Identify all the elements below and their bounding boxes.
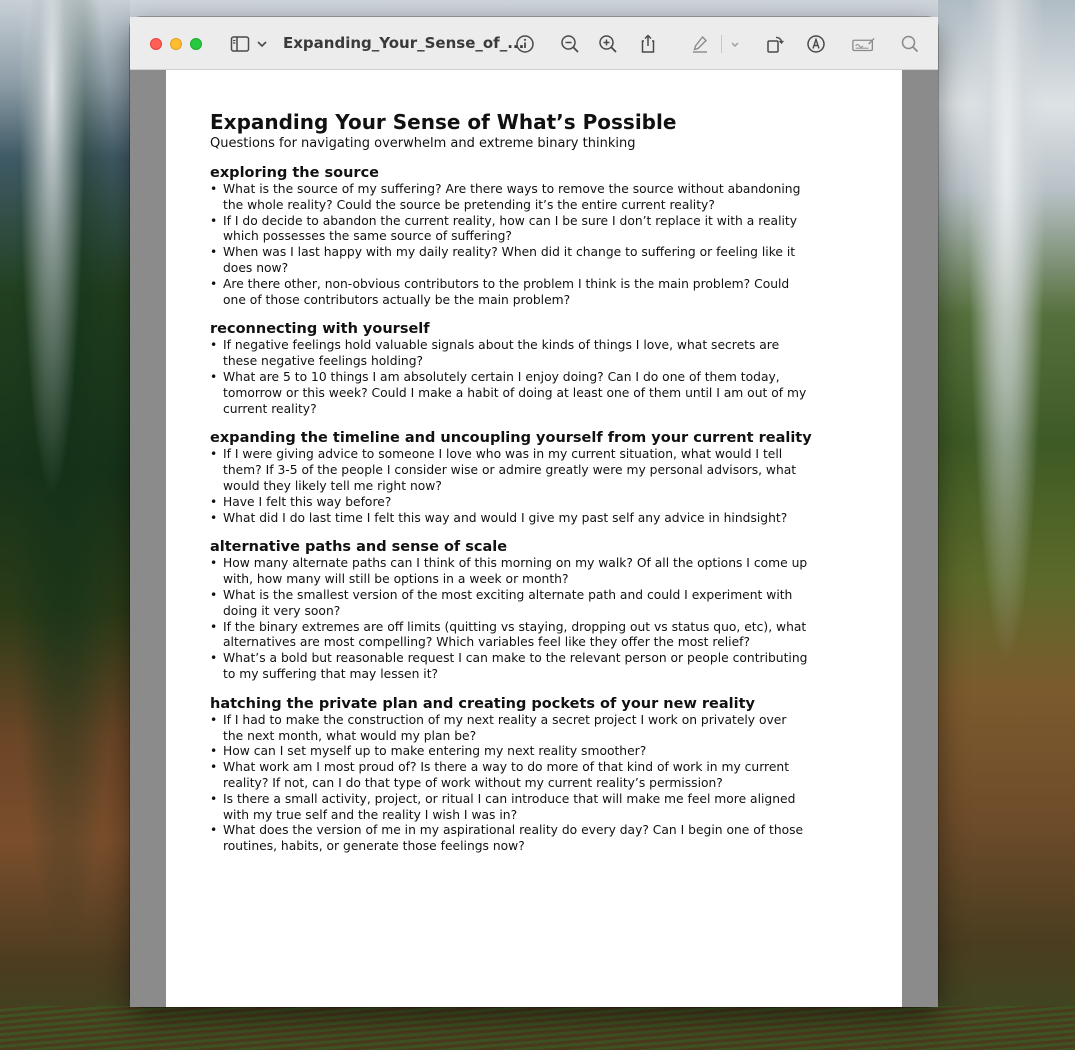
list-item: • If I do decide to abandon the current reality, how can I be sure I don’t replace it with a reality which possesses the same source of suffering? bbox=[210, 214, 810, 246]
signature-icon[interactable] bbox=[850, 32, 878, 56]
list-item: • Is there a small activity, project, or ritual I can introduce that will make me feel more aligned with my true self and the reality I wish I was in? bbox=[210, 792, 810, 824]
page-title: Expanding Your Sense of What’s Possible bbox=[210, 110, 677, 134]
document-title: Expanding_Your_Sense_of_... bbox=[283, 34, 525, 52]
list-item: • What is the smallest version of the most exciting alternate path and could I experiment with doing it very soon? bbox=[210, 588, 810, 620]
close-window-button[interactable] bbox=[150, 38, 162, 50]
minimize-window-button[interactable] bbox=[170, 38, 182, 50]
preview-window bbox=[130, 17, 938, 1007]
desktop-wallpaper-bottom bbox=[0, 1006, 1075, 1050]
question-sections bbox=[210, 164, 858, 855]
fullscreen-window-button[interactable] bbox=[190, 38, 202, 50]
list-item: • What’s a bold but reasonable request I can make to the relevant person or people contributing to my suffering that may lessen it? bbox=[210, 651, 810, 683]
list-item: • If the binary extremes are off limits (quitting vs staying, dropping out vs status quo, etc), what alternatives are most compelling? Which variables feel like they offer the most relief? bbox=[210, 620, 810, 652]
list-item: • If I were giving advice to someone I love who was in my current situation, what would I tell them? If 3-5 of the people I consider wise or admire greatly were my personal advisors, what would they likely tell me right now? bbox=[210, 447, 810, 494]
section-title: expanding the timeline and uncoupling yourself from your current reality bbox=[210, 430, 812, 447]
section bbox=[210, 538, 858, 682]
section bbox=[210, 429, 858, 526]
window-toolbar bbox=[130, 17, 938, 70]
sidebar-icon[interactable] bbox=[228, 32, 252, 56]
chevron-down-icon[interactable] bbox=[251, 32, 273, 56]
rotate-icon[interactable] bbox=[763, 32, 787, 56]
list-item: • How can I set myself up to make entering my next reality smoother? bbox=[210, 744, 810, 760]
search-icon[interactable] bbox=[898, 32, 922, 56]
page-subtitle: Questions for navigating overwhelm and extreme binary thinking bbox=[210, 136, 636, 151]
section-title: hatching the private plan and creating pockets of your new reality bbox=[210, 695, 756, 712]
document-viewport[interactable] bbox=[130, 70, 938, 1007]
list-item: • What did I do last time I felt this way and would I give my past self any advice in hindsight? bbox=[210, 511, 810, 527]
highlight-pen-icon[interactable] bbox=[688, 32, 712, 56]
zoom-out-icon[interactable] bbox=[558, 32, 582, 56]
question-list bbox=[210, 447, 858, 526]
section-title: exploring the source bbox=[210, 165, 380, 181]
list-item: • If I had to make the construction of my next reality a secret project I work on privately over the next month, what would my plan be? bbox=[210, 713, 810, 745]
question-list bbox=[210, 713, 858, 855]
question-list bbox=[210, 556, 858, 682]
section bbox=[210, 695, 858, 855]
list-item: • What does the version of me in my aspirational reality do every day? Can I begin one of those routines, habits, or generate those feelings now? bbox=[210, 823, 810, 855]
list-item: • What is the source of my suffering? Are there ways to remove the source without abandoning the whole reality? Could the source be pretending it’s the entire current reality? bbox=[210, 182, 810, 214]
list-item: • If negative feelings hold valuable signals about the kinds of things I love, what secrets are these negative feelings holding? bbox=[210, 338, 810, 370]
markup-icon[interactable] bbox=[804, 32, 828, 56]
info-icon[interactable] bbox=[513, 32, 537, 56]
question-list bbox=[210, 182, 858, 308]
pdf-page bbox=[166, 70, 902, 1007]
toolbar-separator bbox=[721, 35, 722, 53]
section bbox=[210, 320, 858, 417]
share-icon[interactable] bbox=[636, 32, 660, 56]
list-item: • Are there other, non-obvious contributors to the problem I think is the main problem? Could one of those contributors actually be the main problem? bbox=[210, 277, 810, 309]
list-item: • What work am I most proud of? Is there a way to do more of that kind of work in my current reality? If not, can I do that type of work without my current reality’s permission? bbox=[210, 760, 810, 792]
section-title: alternative paths and sense of scale bbox=[210, 539, 508, 556]
zoom-in-icon[interactable] bbox=[596, 32, 620, 56]
question-list bbox=[210, 338, 858, 417]
section-title: reconnecting with yourself bbox=[210, 321, 430, 338]
list-item: • Have I felt this way before? bbox=[210, 495, 810, 511]
list-item: • When was I last happy with my daily reality? When did it change to suffering or feeling like it does now? bbox=[210, 245, 810, 277]
desktop-wallpaper-left bbox=[0, 0, 130, 1050]
section bbox=[210, 164, 858, 308]
chevron-down-icon[interactable] bbox=[725, 32, 745, 56]
desktop-wallpaper-right bbox=[938, 0, 1075, 1050]
list-item: • How many alternate paths can I think of this morning on my walk? Of all the options I come up with, how many will still be options in a week or month? bbox=[210, 556, 810, 588]
list-item: • What are 5 to 10 things I am absolutely certain I enjoy doing? Can I do one of them today, tomorrow or this week? Could I make a habit of doing at least one of them until I am out of my current reality? bbox=[210, 370, 810, 417]
